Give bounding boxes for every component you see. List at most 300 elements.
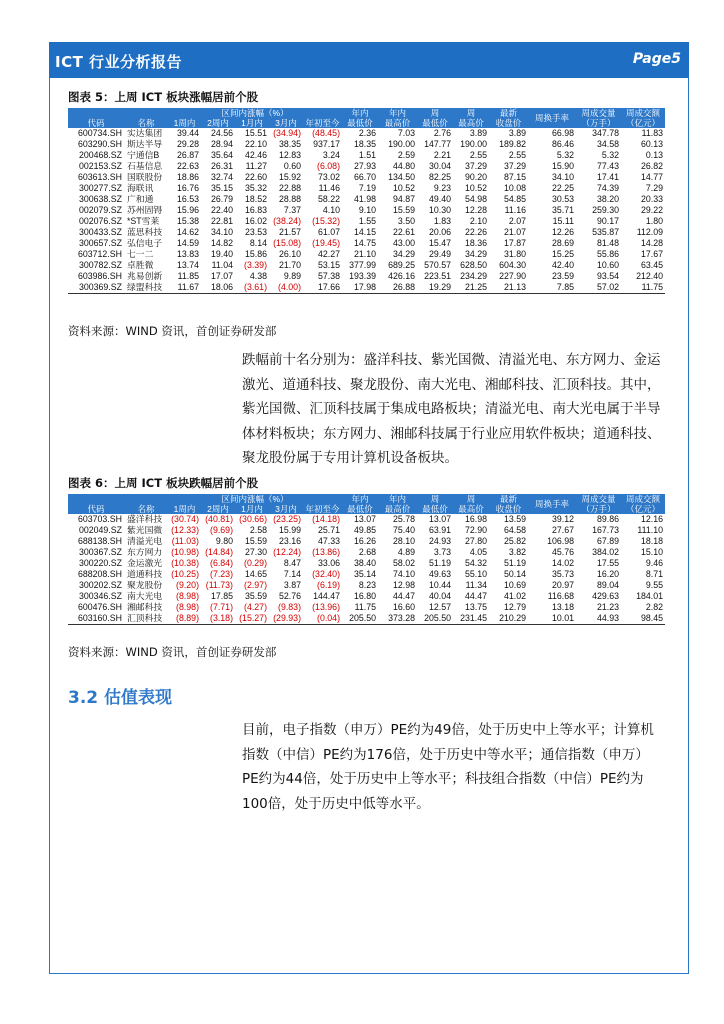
header-cell: 1周内 [168, 504, 201, 514]
stock-name: 七一二 [127, 249, 154, 259]
figure-5-source: 资料来源：WIND 资讯，首创证券研发部 [68, 324, 277, 338]
header-cell: 最低价 [342, 118, 378, 128]
table-cell: 3.89 [469, 128, 487, 138]
table-cell: 15.47 [428, 238, 451, 248]
table-cell: 60.13 [640, 139, 663, 149]
table-cell: 23.53 [244, 227, 267, 237]
table-cell: 205.50 [417, 613, 453, 625]
header-cell: 周 [417, 108, 453, 118]
table-cell: 604.30 [499, 260, 526, 270]
table-cell: 535.87 [592, 227, 619, 237]
table-cell: 26.79 [210, 194, 233, 204]
table-row [68, 172, 665, 183]
header-cell: （万手） [576, 118, 621, 128]
table-cell: (6.19) [317, 580, 340, 590]
stock-code: 002153.SZ [78, 161, 122, 171]
table-cell: 7.29 [645, 183, 663, 193]
table-cell: (48.45) [312, 128, 340, 138]
table-cell: 15.59 [392, 205, 415, 215]
table-row [68, 580, 665, 591]
table-cell: 27.67 [551, 525, 574, 535]
table-cell: 30.04 [428, 161, 451, 171]
header-row-1 [68, 108, 665, 118]
table-cell: 11.83 [641, 128, 663, 138]
table-row [68, 161, 665, 172]
table-cell: 8.47 [283, 558, 301, 568]
table-cell: 82.25 [428, 172, 451, 182]
table-cell: 54.32 [464, 558, 487, 568]
table-cell: 63.91 [428, 525, 451, 535]
stock-code: 300220.SZ [78, 558, 122, 568]
header-cell: 周换手率 [528, 494, 576, 514]
table-cell: 16.02 [244, 216, 267, 226]
table-cell: 23.16 [278, 536, 301, 546]
table-cell: 51.19 [503, 558, 526, 568]
table-row [68, 569, 665, 580]
table-cell: 33.06 [317, 558, 340, 568]
table-cell: 28.10 [392, 536, 415, 546]
table-cell: 77.43 [596, 161, 619, 171]
table-cell: 42.27 [317, 249, 340, 259]
stock-code: 300782.SZ [78, 260, 122, 270]
table-cell: 5.32 [556, 150, 574, 160]
table-cell: 15.92 [278, 172, 301, 182]
table-cell: (7.23) [210, 569, 233, 579]
table-cell: 3.73 [433, 547, 451, 557]
table-cell: 147.77 [424, 139, 451, 149]
table-cell: 18.18 [640, 536, 663, 546]
table-cell: 24.56 [210, 128, 233, 138]
table-cell: 19.29 [417, 282, 453, 294]
table-cell: 25.78 [392, 514, 415, 524]
header-row-1 [68, 494, 665, 504]
table-cell: 52.76 [278, 591, 301, 601]
table-cell: 35.14 [353, 569, 376, 579]
table-cell: 11.27 [245, 161, 267, 171]
table-cell: 28.94 [210, 139, 233, 149]
header-cell: 最高价 [453, 118, 489, 128]
table-cell: 15.90 [551, 161, 574, 171]
table-cell: 43.00 [392, 238, 415, 248]
table-cell: 190.00 [460, 139, 487, 149]
table-cell: 11.75 [621, 282, 665, 294]
stock-name: 卓胜微 [127, 260, 154, 270]
table-cell: (4.27) [244, 602, 267, 612]
stock-code: 300346.SZ [78, 591, 122, 601]
header-cell: 周成交量 [576, 108, 621, 118]
table-cell: 15.86 [244, 249, 267, 259]
table-cell: 44.47 [392, 591, 415, 601]
table-cell: (14.18) [312, 514, 340, 524]
table-cell: 94.87 [392, 194, 415, 204]
table-cell: 16.80 [353, 591, 376, 601]
table-row [68, 525, 665, 536]
table-row [68, 514, 665, 525]
table-cell: 628.50 [460, 260, 487, 270]
table-cell: 15.96 [176, 205, 199, 215]
header-cell: 3月内 [269, 118, 303, 128]
table-cell: 7.85 [528, 282, 576, 294]
header-cell: 3月内 [269, 504, 303, 514]
table-cell: 54.85 [503, 194, 526, 204]
table-cell: 21.07 [503, 227, 526, 237]
table-cell: (10.38) [171, 558, 199, 568]
table-cell: 5.32 [601, 150, 619, 160]
table-cell: 12.28 [464, 205, 487, 215]
header-cell: 周 [453, 108, 489, 118]
table-cell: 167.73 [592, 525, 619, 535]
table-cell: 15.11 [552, 216, 574, 226]
header-row-2 [68, 504, 665, 514]
table-cell: 42.46 [244, 150, 267, 160]
figure-5-header [68, 108, 665, 128]
stock-name: 金运激光 [127, 558, 163, 568]
header-cell [124, 108, 168, 118]
table-cell: 35.15 [210, 183, 233, 193]
table-cell: 20.97 [551, 580, 574, 590]
table-cell: 21.25 [453, 282, 489, 294]
table-cell: 689.25 [388, 260, 415, 270]
table-cell: 17.55 [596, 558, 619, 568]
report-header [49, 42, 689, 78]
table-row [68, 249, 665, 260]
table-cell: 14.02 [551, 558, 574, 568]
table-cell: 13.18 [551, 602, 574, 612]
table-cell: 49.85 [353, 525, 376, 535]
header-cell: 年内 [342, 108, 378, 118]
table-cell: 227.90 [499, 271, 526, 281]
table-cell: 4.38 [249, 271, 267, 281]
stock-name: 弘信电子 [127, 238, 163, 248]
table-cell: 63.45 [640, 260, 663, 270]
table-cell: 11.04 [211, 260, 233, 270]
table-cell: 12.79 [503, 602, 526, 612]
table-cell: 17.07 [210, 271, 233, 281]
header-cell: 年初至今 [303, 504, 342, 514]
table-cell: 384.02 [592, 547, 619, 557]
table-cell: 35.73 [551, 569, 574, 579]
table-cell: 29.22 [640, 205, 663, 215]
header-cell: 年内 [342, 494, 378, 504]
table-cell: 134.50 [388, 172, 415, 182]
table-cell: 3.50 [397, 216, 415, 226]
table-cell: 20.33 [640, 194, 663, 204]
table-cell: 25.71 [317, 525, 340, 535]
stock-code: 300433.SZ [78, 227, 122, 237]
table-cell: 58.22 [317, 194, 340, 204]
table-cell: 1.51 [358, 150, 376, 160]
table-cell: 9.89 [283, 271, 301, 281]
table-cell: 81.48 [596, 238, 619, 248]
header-cell: 周成交量 [576, 494, 621, 504]
table-cell: 21.10 [353, 249, 376, 259]
table-cell: 3.89 [508, 128, 526, 138]
header-cell [68, 108, 124, 118]
table-cell: 0.13 [645, 150, 663, 160]
stock-code: 300369.SZ [68, 282, 124, 294]
header-cell: 最低价 [342, 504, 378, 514]
stock-code: 002049.SZ [78, 525, 122, 535]
table-cell: 55.10 [464, 569, 487, 579]
table-cell: 7.19 [358, 183, 376, 193]
table-cell: 27.80 [464, 536, 487, 546]
table-cell: 17.41 [596, 172, 619, 182]
stock-name: 汇顶科技 [124, 613, 168, 625]
table-cell: 22.88 [278, 183, 301, 193]
table-cell: 44.47 [464, 591, 487, 601]
table-cell: 10.60 [596, 260, 619, 270]
stock-name: 聚龙股份 [127, 580, 163, 590]
table-cell: 2.55 [469, 150, 487, 160]
table-cell: 89.86 [596, 514, 619, 524]
table-cell: (11.73) [205, 580, 233, 590]
table-cell: 25.82 [503, 536, 526, 546]
report-title: ICT 行业分析报告 [55, 53, 183, 71]
stock-name: 实达集团 [127, 128, 163, 138]
table-cell: 16.26 [353, 536, 376, 546]
table-cell: 34.58 [596, 139, 619, 149]
table-cell: (8.98) [176, 591, 199, 601]
table-cell: 21.57 [278, 227, 301, 237]
table-cell: 210.29 [489, 613, 528, 625]
header-cell: 年内 [378, 494, 417, 504]
table-row [68, 128, 665, 139]
table-cell: (3.61) [235, 282, 269, 294]
table-cell: 13.59 [503, 514, 526, 524]
table-cell: 18.06 [201, 282, 235, 294]
table-cell: 106.98 [547, 536, 574, 546]
table-cell: 89.04 [596, 580, 619, 590]
table-cell: 49.40 [428, 194, 451, 204]
table-cell: (38.24) [273, 216, 301, 226]
stock-name: 宁通信B [127, 150, 160, 160]
table-cell: (14.84) [205, 547, 233, 557]
table-cell: 2.10 [469, 216, 487, 226]
table-cell: 10.52 [392, 183, 415, 193]
table-cell: 87.15 [503, 172, 526, 182]
table-row [68, 194, 665, 205]
table-cell: 12.57 [428, 602, 451, 612]
stock-code: 603986.SH [77, 271, 122, 281]
table-cell: 570.57 [424, 260, 451, 270]
table-cell: 64.58 [503, 525, 526, 535]
table-cell: 13.75 [464, 602, 487, 612]
table-cell: (10.98) [171, 547, 199, 557]
header-cell: 2周内 [201, 504, 235, 514]
table-cell: 377.99 [349, 260, 376, 270]
table-cell: 18.36 [464, 238, 487, 248]
table-cell: 14.59 [176, 238, 199, 248]
table-cell: 429.63 [592, 591, 619, 601]
table-row [68, 139, 665, 150]
table-cell: 30.53 [551, 194, 574, 204]
stock-code: 002076.SZ [78, 216, 122, 226]
table-cell: 212.40 [636, 271, 663, 281]
table-cell: 35.71 [551, 205, 574, 215]
table-cell: 45.76 [551, 547, 574, 557]
table-cell: 21.23 [596, 602, 619, 612]
stock-code: 603290.SH [77, 139, 122, 149]
table-cell: 57.02 [576, 282, 621, 294]
table-cell: 74.39 [596, 183, 619, 193]
table-cell: 26.31 [210, 161, 233, 171]
table-cell: 90.17 [596, 216, 619, 226]
stock-code: 603712.SH [77, 249, 122, 259]
decline-summary-paragraph: 跌幅前十名分别为：盛洋科技、紫光国微、清溢光电、东方网力、金运激光、道通科技、聚龙股份、南大光电、湘邮科技、汇顶科技。其中，紫光国微、汇顶科技属于集成电路板块；清溢光电、南大光电属于半导体材料板块；东方网力、湘邮科技属于行业应用软件板块；道通科技、聚龙股份属于专用计算机设备板块。 [242, 352, 661, 466]
table-cell: 26.88 [378, 282, 417, 294]
stock-code: 600476.SH [77, 602, 122, 612]
table-cell: 3.87 [283, 580, 301, 590]
stock-name: 绿盟科技 [124, 282, 168, 294]
table-row [68, 205, 665, 216]
table-cell: 44.80 [392, 161, 415, 171]
header-cell: 周 [417, 494, 453, 504]
table-cell: 16.98 [464, 514, 487, 524]
stock-name: 国联股份 [127, 172, 163, 182]
table-cell: 1.55 [358, 216, 376, 226]
table-cell: 234.29 [460, 271, 487, 281]
table-cell: 2.76 [433, 128, 451, 138]
table-cell: 38.20 [596, 194, 619, 204]
header-cell: 最低价 [417, 504, 453, 514]
table-row [68, 558, 665, 569]
table-cell: 14.77 [640, 172, 663, 182]
table-cell: 41.98 [353, 194, 376, 204]
table-cell: (9.69) [210, 525, 233, 535]
table-cell: 23.59 [551, 271, 574, 281]
table-cell: 15.25 [551, 249, 574, 259]
stock-name: 道通科技 [127, 569, 163, 579]
header-group-label: 区间内涨幅（%） [168, 494, 342, 504]
stock-name: 清溢光电 [127, 536, 163, 546]
table-row [68, 602, 665, 613]
table-cell: 10.08 [503, 183, 526, 193]
table-cell: (12.33) [171, 525, 199, 535]
table-cell: 22.40 [210, 205, 233, 215]
table-cell: 13.07 [353, 514, 376, 524]
table-cell: 22.63 [176, 161, 199, 171]
stock-code: 603703.SH [77, 514, 122, 524]
table-cell: 40.04 [428, 591, 451, 601]
section-heading: 3.2 估值表现 [68, 688, 173, 708]
table-cell: 116.68 [547, 591, 574, 601]
table-cell: 39.44 [176, 128, 199, 138]
table-cell: 7.14 [283, 569, 301, 579]
table-cell: 17.98 [342, 282, 378, 294]
table-cell: 15.10 [640, 547, 663, 557]
table-cell: 14.65 [244, 569, 267, 579]
header-row-2 [68, 118, 665, 128]
table-cell: (8.98) [176, 602, 199, 612]
table-cell: 55.86 [596, 249, 619, 259]
table-cell: 373.28 [378, 613, 417, 625]
table-cell: 2.36 [358, 128, 376, 138]
header-cell: 年初至今 [303, 118, 342, 128]
header-cell: 代码 [68, 504, 124, 514]
table-cell: 72.90 [464, 525, 487, 535]
table-cell: 12.98 [392, 580, 415, 590]
header-cell: 周 [453, 494, 489, 504]
table-cell: 51.19 [428, 558, 451, 568]
table-cell: 17.87 [503, 238, 526, 248]
figure-5-body [68, 128, 665, 294]
table-cell: 8.23 [358, 580, 376, 590]
header-cell: 收盘价 [489, 118, 528, 128]
header-cell: 最高价 [453, 504, 489, 514]
table-cell: 9.23 [433, 183, 451, 193]
table-cell: (30.74) [171, 514, 199, 524]
table-cell: 22.60 [244, 172, 267, 182]
figure-6-source: 资料来源：WIND 资讯，首创证券研发部 [68, 645, 277, 659]
table-cell: (15.08) [273, 238, 301, 248]
table-cell: 34.29 [392, 249, 415, 259]
table-cell: 75.40 [392, 525, 415, 535]
stock-code: 002079.SZ [78, 205, 122, 215]
table-cell: 4.89 [397, 547, 415, 557]
table-cell: 54.98 [464, 194, 487, 204]
table-cell: 22.81 [210, 216, 233, 226]
table-cell: 10.44 [428, 580, 451, 590]
table-cell: (6.84) [210, 558, 233, 568]
table-cell: 21.13 [489, 282, 528, 294]
table-cell: 32.74 [210, 172, 233, 182]
table-cell: (23.25) [273, 514, 301, 524]
table-cell: 66.98 [551, 128, 574, 138]
table-cell: 2.07 [508, 216, 526, 226]
header-cell: 1月内 [235, 118, 269, 128]
table-cell: 44.93 [576, 613, 621, 625]
table-cell: 205.50 [342, 613, 378, 625]
table-cell: (9.83) [278, 602, 301, 612]
table-cell: 1.83 [433, 216, 451, 226]
table-cell: (11.03) [171, 536, 199, 546]
table-cell: (3.18) [201, 613, 235, 625]
table-cell: 11.46 [318, 183, 340, 193]
stock-code: 600734.SH [77, 128, 122, 138]
table-cell: 47.33 [317, 536, 340, 546]
stock-name: 南大光电 [127, 591, 163, 601]
table-cell: 67.89 [596, 536, 619, 546]
table-cell: (4.00) [269, 282, 303, 294]
table-cell: 8.71 [645, 569, 663, 579]
table-cell: 24.93 [428, 536, 451, 546]
table-cell: 27.93 [353, 161, 376, 171]
table-cell: 98.45 [621, 613, 665, 625]
table-cell: 50.14 [503, 569, 526, 579]
table-cell: (10.25) [171, 569, 199, 579]
table-cell: 14.15 [353, 227, 376, 237]
stock-name: 紫光国微 [127, 525, 163, 535]
table-cell: 22.25 [551, 183, 574, 193]
figure-6-title: 图表 6：上周 ICT 板块跌幅居前个股 [68, 476, 259, 490]
header-cell: 周成交额 [621, 494, 665, 504]
table-cell: (34.94) [273, 128, 301, 138]
header-cell: 收盘价 [489, 504, 528, 514]
table-cell: 193.39 [349, 271, 376, 281]
table-cell: (7.71) [210, 602, 233, 612]
stock-code: 200468.SZ [78, 150, 122, 160]
table-cell: 73.02 [317, 172, 340, 182]
table-cell: 13.74 [176, 260, 199, 270]
table-cell: 13.83 [176, 249, 199, 259]
table-cell: 14.75 [353, 238, 376, 248]
table-cell: (40.81) [205, 514, 233, 524]
table-cell: 17.67 [640, 249, 663, 259]
table-cell: (12.24) [273, 547, 301, 557]
table-row [68, 216, 665, 227]
table-cell: 34.29 [464, 249, 487, 259]
stock-code: 300367.SZ [78, 547, 122, 557]
